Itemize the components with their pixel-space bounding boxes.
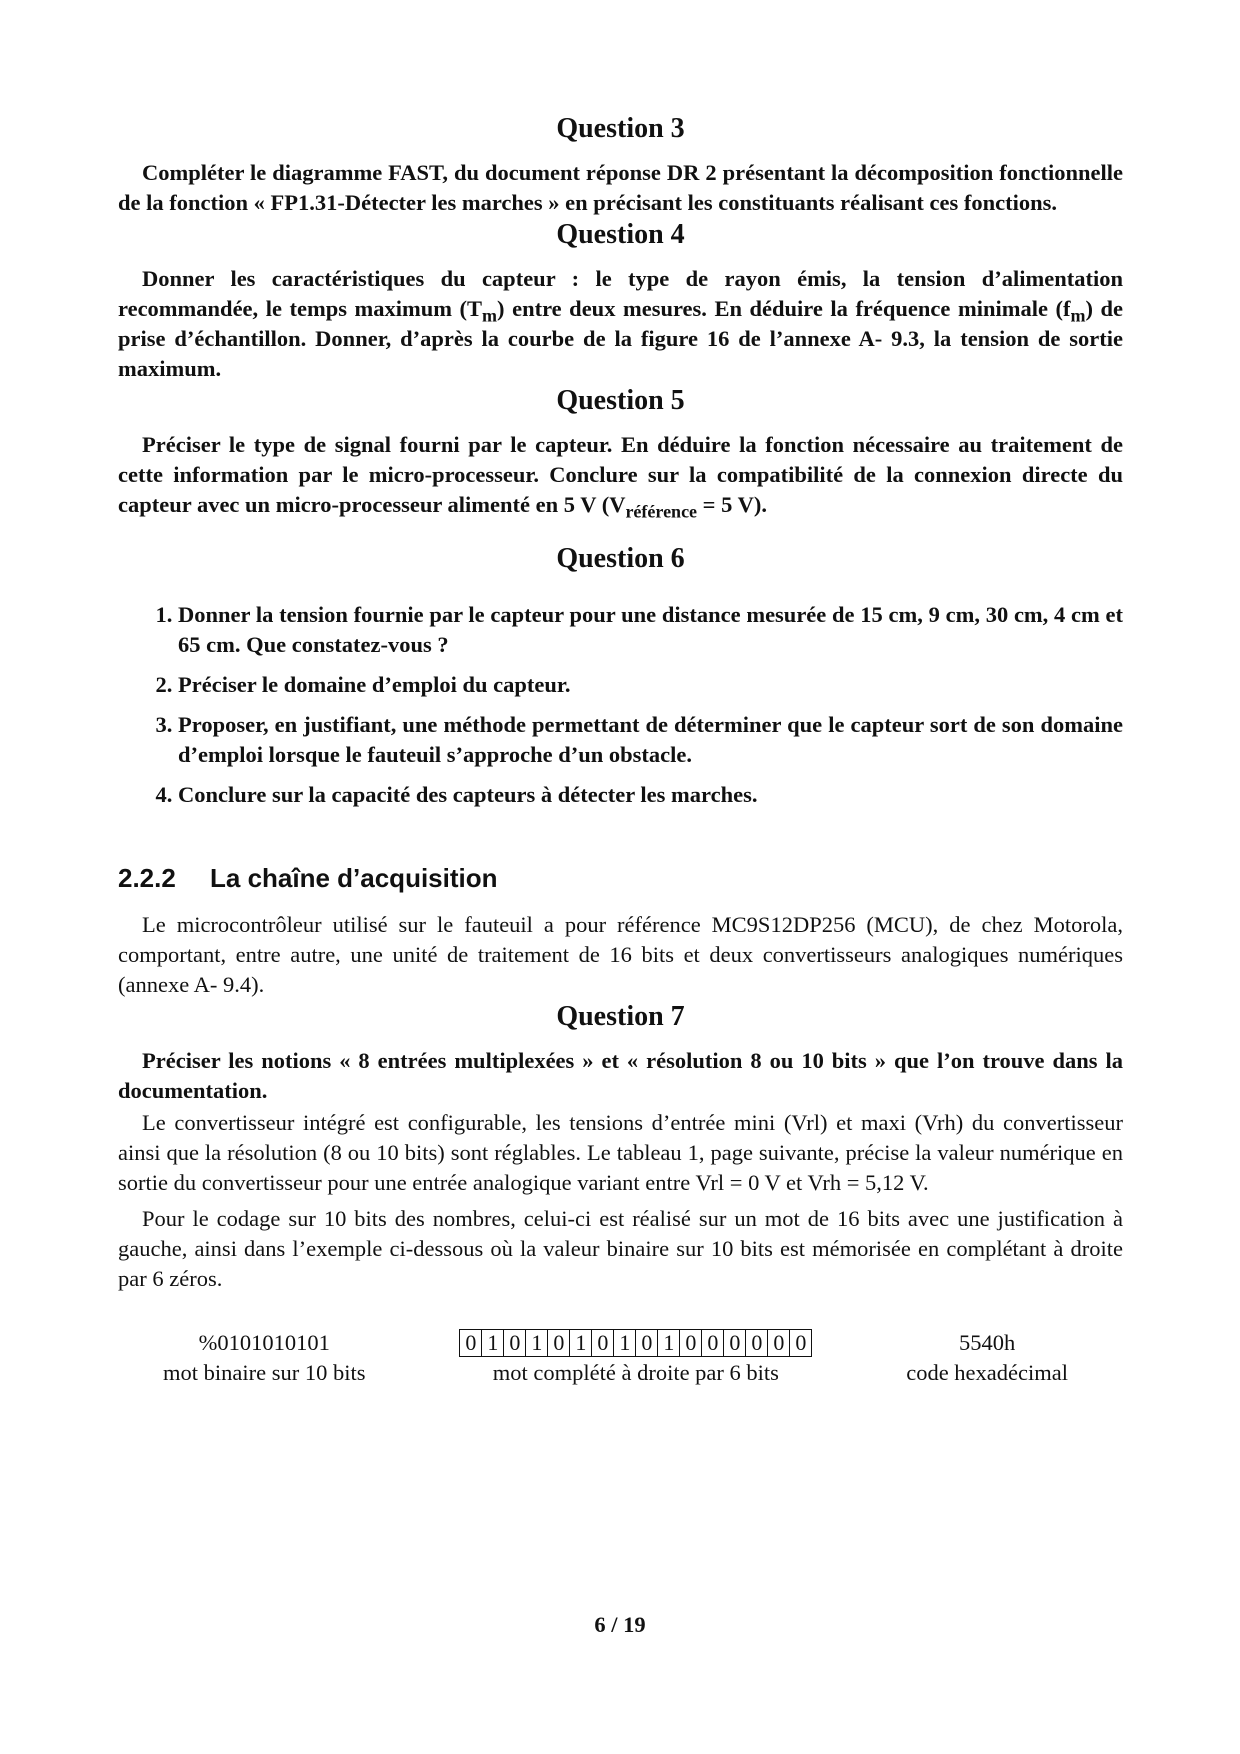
binary-value: %0101010101: [198, 1330, 330, 1355]
bit-cell: 1: [658, 1330, 680, 1356]
question-3-text: Compléter le diagramme FAST, du document réponse DR 2 présentant la décomposition fonctionnelle de la fonction « FP1.31-Détecter les marches » en précisant les constituants réalisant ces fonctions.: [118, 160, 1123, 215]
bit-cell: 0: [702, 1330, 724, 1356]
binary-example: [118, 1328, 1123, 1388]
bit-cell: 0: [680, 1330, 702, 1356]
bit-cell: 1: [570, 1330, 592, 1356]
bit-cell: 0: [795, 1330, 807, 1355]
bits-caption: mot complété à droite par 6 bits: [492, 1360, 779, 1385]
page-number: 6 / 19: [594, 1612, 646, 1637]
question-4-title: Question 4: [556, 219, 685, 250]
bit-cell: 1: [526, 1330, 548, 1356]
hex-caption: code hexadécimal: [906, 1360, 1068, 1385]
list-item: 3. Proposer, en justifiant, une méthode permettant de déterminer que le capteur sort de son domaine d’emploi lorsque le fauteuil s’approche d’un obstacle.: [178, 710, 1123, 770]
bit-cell: 0: [768, 1330, 790, 1356]
bit-boxes: [459, 1329, 812, 1357]
question-5-text: Préciser le type de signal fourni par le capteur. En déduire la fonction nécessaire au traitement de cette information par le micro-processeur. Conclure sur la compatibilité de la connexion directe du capteur avec un micro-processeur alimenté en 5 V ($V_{référence} = 5$ V).: [118, 432, 1123, 522]
list-item: 2. Préciser le domaine d’emploi du capteur.: [178, 670, 1123, 700]
list-item: 1. Donner la tension fournie par le capteur pour une distance mesurée de 15 cm, 9 cm, 30 cm, 4 cm et 65 cm. Que constatez-vous ?: [178, 600, 1123, 660]
section-number: 2.2.2: [118, 863, 176, 893]
question-7-text: Préciser les notions « 8 entrées multiplexées » et « résolution 8 ou 10 bits » que l’on trouve dans la documentation.: [118, 1048, 1123, 1103]
question-3-title: Question 3: [556, 113, 685, 144]
question-6-title: Question 6: [556, 543, 685, 574]
bit-cell: 1: [482, 1330, 504, 1356]
question-7-para-2: Pour le codage sur 10 bits des nombres, celui-ci est réalisé sur un mot de 16 bits avec une justification à gauche, ainsi dans l’exemple ci-dessous où la valeur binaire sur 10 bits est mémorisée en complétant à droite par 6 zéros.: [118, 1206, 1123, 1291]
list-item: 4. Conclure sur la capacité des capteurs à détecter les marches.: [178, 780, 1123, 810]
question-7-title: Question 7: [556, 1001, 685, 1032]
completed-word: [459, 1328, 812, 1388]
section-title: La chaîne d’acquisition: [210, 863, 498, 893]
bit-cell: 0: [460, 1330, 482, 1356]
question-7-para-1: Le convertisseur intégré est configurable, les tensions d’entrée mini (Vrl) et maxi (Vrh) du convertisseur ainsi que la résolution (8 ou 10 bits) sont réglables. Le tableau 1, page suivante, précise la valeur numérique en sortie du convertisseur pour une entrée analogique variant entre Vrl = 0 V et Vrh = 5,12 V.: [118, 1110, 1123, 1195]
hex-code: [906, 1328, 1068, 1388]
binary-word: [163, 1328, 365, 1388]
question-6-list: [118, 600, 1123, 810]
section-heading: [118, 862, 1123, 894]
bit-cell: 0: [592, 1330, 614, 1356]
page-content: [118, 112, 1123, 1388]
hex-value: 5540h: [958, 1330, 1016, 1355]
bit-cell: 0: [548, 1330, 570, 1356]
bit-cell: 0: [724, 1330, 746, 1356]
bit-cell: 0: [504, 1330, 526, 1356]
bit-cell: 1: [614, 1330, 636, 1356]
question-5-title: Question 5: [556, 385, 685, 416]
binary-caption: mot binaire sur 10 bits: [163, 1360, 366, 1385]
section-intro: Le microcontrôleur utilisé sur le fauteuil a pour référence MC9S12DP256 (MCU), de chez Motorola, comportant, entre autre, une unité de traitement de 16 bits et deux convertisseurs analogiques numériques (annexe A- 9.4).: [118, 912, 1123, 997]
bit-cell: 0: [746, 1330, 768, 1356]
question-4-text: Donner les caractéristiques du capteur : le type de rayon émis, la tension d’alimentation recommandée, le temps maximum $(T_m)$ entre deux mesures. En déduire la fréquence minimale $(f_m)$ de prise d’échantillon. Donner, d’après la courbe de la figure 16 de l’annexe A- 9.3, la tension de sortie maximum.: [118, 266, 1123, 381]
bit-cell: 0: [636, 1330, 658, 1356]
